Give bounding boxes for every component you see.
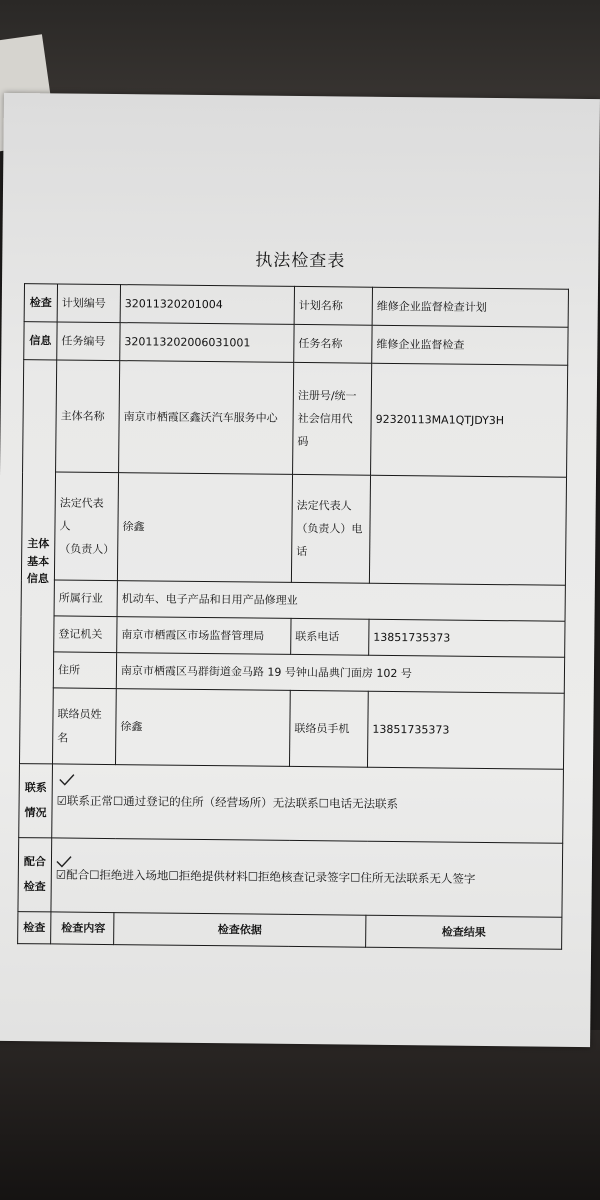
contact-status-options: ☑联系正常☐通过登记的住所（经营场所）无法联系☐电话无法联系	[52, 764, 564, 843]
legal-phone-label-line1: 法定代表人	[296, 498, 352, 513]
section-contact-status-line2: 情况	[24, 805, 47, 819]
industry-label: 所属行业	[54, 580, 117, 617]
reg-no-value: 92320113MA1QTJDY3H	[371, 363, 568, 477]
liaison-name-value: 徐鑫	[115, 689, 290, 767]
contact-phone-value: 13851735373	[369, 619, 565, 657]
footer-content-text: 检查内容	[61, 921, 106, 935]
reg-no-label-line1: 注册号/统一	[297, 388, 357, 403]
reg-no-label-line3: 码	[297, 435, 309, 449]
plan-name-value: 维修企业监督检查计划	[372, 287, 568, 327]
section-cooperate	[18, 838, 52, 912]
reg-authority-value: 南京市栖霞区市场监督管理局	[117, 617, 291, 655]
section-subject-info	[19, 360, 56, 764]
section-check-info-bottom: 信息	[24, 322, 57, 360]
section-contact-status-line1: 联系	[24, 781, 47, 795]
section-cooperate-line1: 配合	[23, 855, 47, 869]
footer-basis-header: 检查依据	[114, 913, 366, 948]
section-cooperate-line2: 检查	[23, 879, 46, 893]
legal-rep-label-line3: （负责人）	[59, 542, 115, 557]
legal-rep-label-line2: 人	[59, 519, 71, 533]
plan-name-label: 计划名称	[294, 286, 372, 325]
legal-phone-label	[291, 474, 370, 583]
section-check-info-top: 检查	[24, 284, 57, 322]
pen-checkmark-icon	[59, 773, 75, 785]
section-contact-status	[19, 764, 53, 838]
section-subject-info-line3: 信息	[26, 572, 49, 586]
legal-rep-label-line1: 法定代表	[59, 496, 104, 510]
legal-rep-value: 徐鑫	[117, 473, 292, 583]
liaison-name-label	[52, 688, 116, 765]
reg-authority-label: 登记机关	[54, 616, 117, 653]
legal-phone-label-line2: （负责人）电	[296, 521, 363, 536]
subject-name-value: 南京市栖霞区鑫沃汽车服务中心	[119, 361, 294, 475]
liaison-name-label-line1: 联络员姓	[57, 707, 102, 722]
table-row	[24, 322, 568, 366]
section-subject-info-line1: 主体	[27, 537, 50, 551]
footer-content-header	[51, 912, 114, 945]
table-row	[21, 580, 565, 622]
task-no-value: 320113202006031001	[120, 323, 294, 363]
table-row	[23, 360, 568, 478]
liaison-mobile-label: 联络员手机	[289, 690, 368, 767]
reg-no-label	[293, 362, 372, 475]
legal-phone-value	[369, 475, 566, 585]
liaison-name-label-line2: 名	[57, 730, 69, 745]
table-row	[21, 616, 565, 658]
legal-phone-label-line3: 话	[296, 545, 308, 559]
cooperate-options: ☑配合☐拒绝进入场地☐拒绝提供材料☐拒绝核查记录签字☐住所无法联系无人签字	[51, 838, 563, 917]
reg-no-label-line2: 社会信用代	[297, 411, 353, 426]
subject-name-label: 主体名称	[56, 360, 120, 473]
plan-no-label: 计划编号	[57, 284, 120, 323]
document-page	[0, 93, 600, 1047]
address-value: 南京市栖霞区马群街道金马路 19 号钟山晶典门面房 102 号	[116, 653, 564, 694]
industry-value: 机动车、电子产品和日用产品修理业	[117, 581, 565, 622]
legal-rep-label	[54, 472, 118, 581]
section-subject-info-line2: 基本	[27, 554, 50, 569]
table-row	[18, 838, 563, 918]
footer-result-header	[366, 915, 562, 949]
table-row	[20, 652, 564, 694]
table-row	[19, 688, 564, 770]
address-label: 住所	[53, 652, 116, 689]
table-row	[19, 764, 564, 844]
footer-check-header: 检查	[18, 912, 51, 944]
footer-result-text: 检查结果	[441, 925, 486, 939]
liaison-mobile-value: 13851735373	[367, 691, 564, 769]
pen-checkmark-icon	[56, 855, 72, 867]
background-bottom	[0, 1030, 600, 1200]
plan-no-value: 32011320201004	[120, 285, 294, 325]
task-no-label: 任务编号	[57, 322, 120, 361]
table-row	[24, 284, 568, 328]
table-row	[21, 472, 566, 586]
contact-phone-label: 联系电话	[291, 618, 369, 655]
task-name-label: 任务名称	[294, 324, 372, 363]
task-name-value: 维修企业监督检查	[372, 325, 568, 365]
table-row	[18, 912, 562, 950]
page-title: 执法检查表	[255, 250, 346, 272]
inspection-form-table	[17, 283, 569, 950]
